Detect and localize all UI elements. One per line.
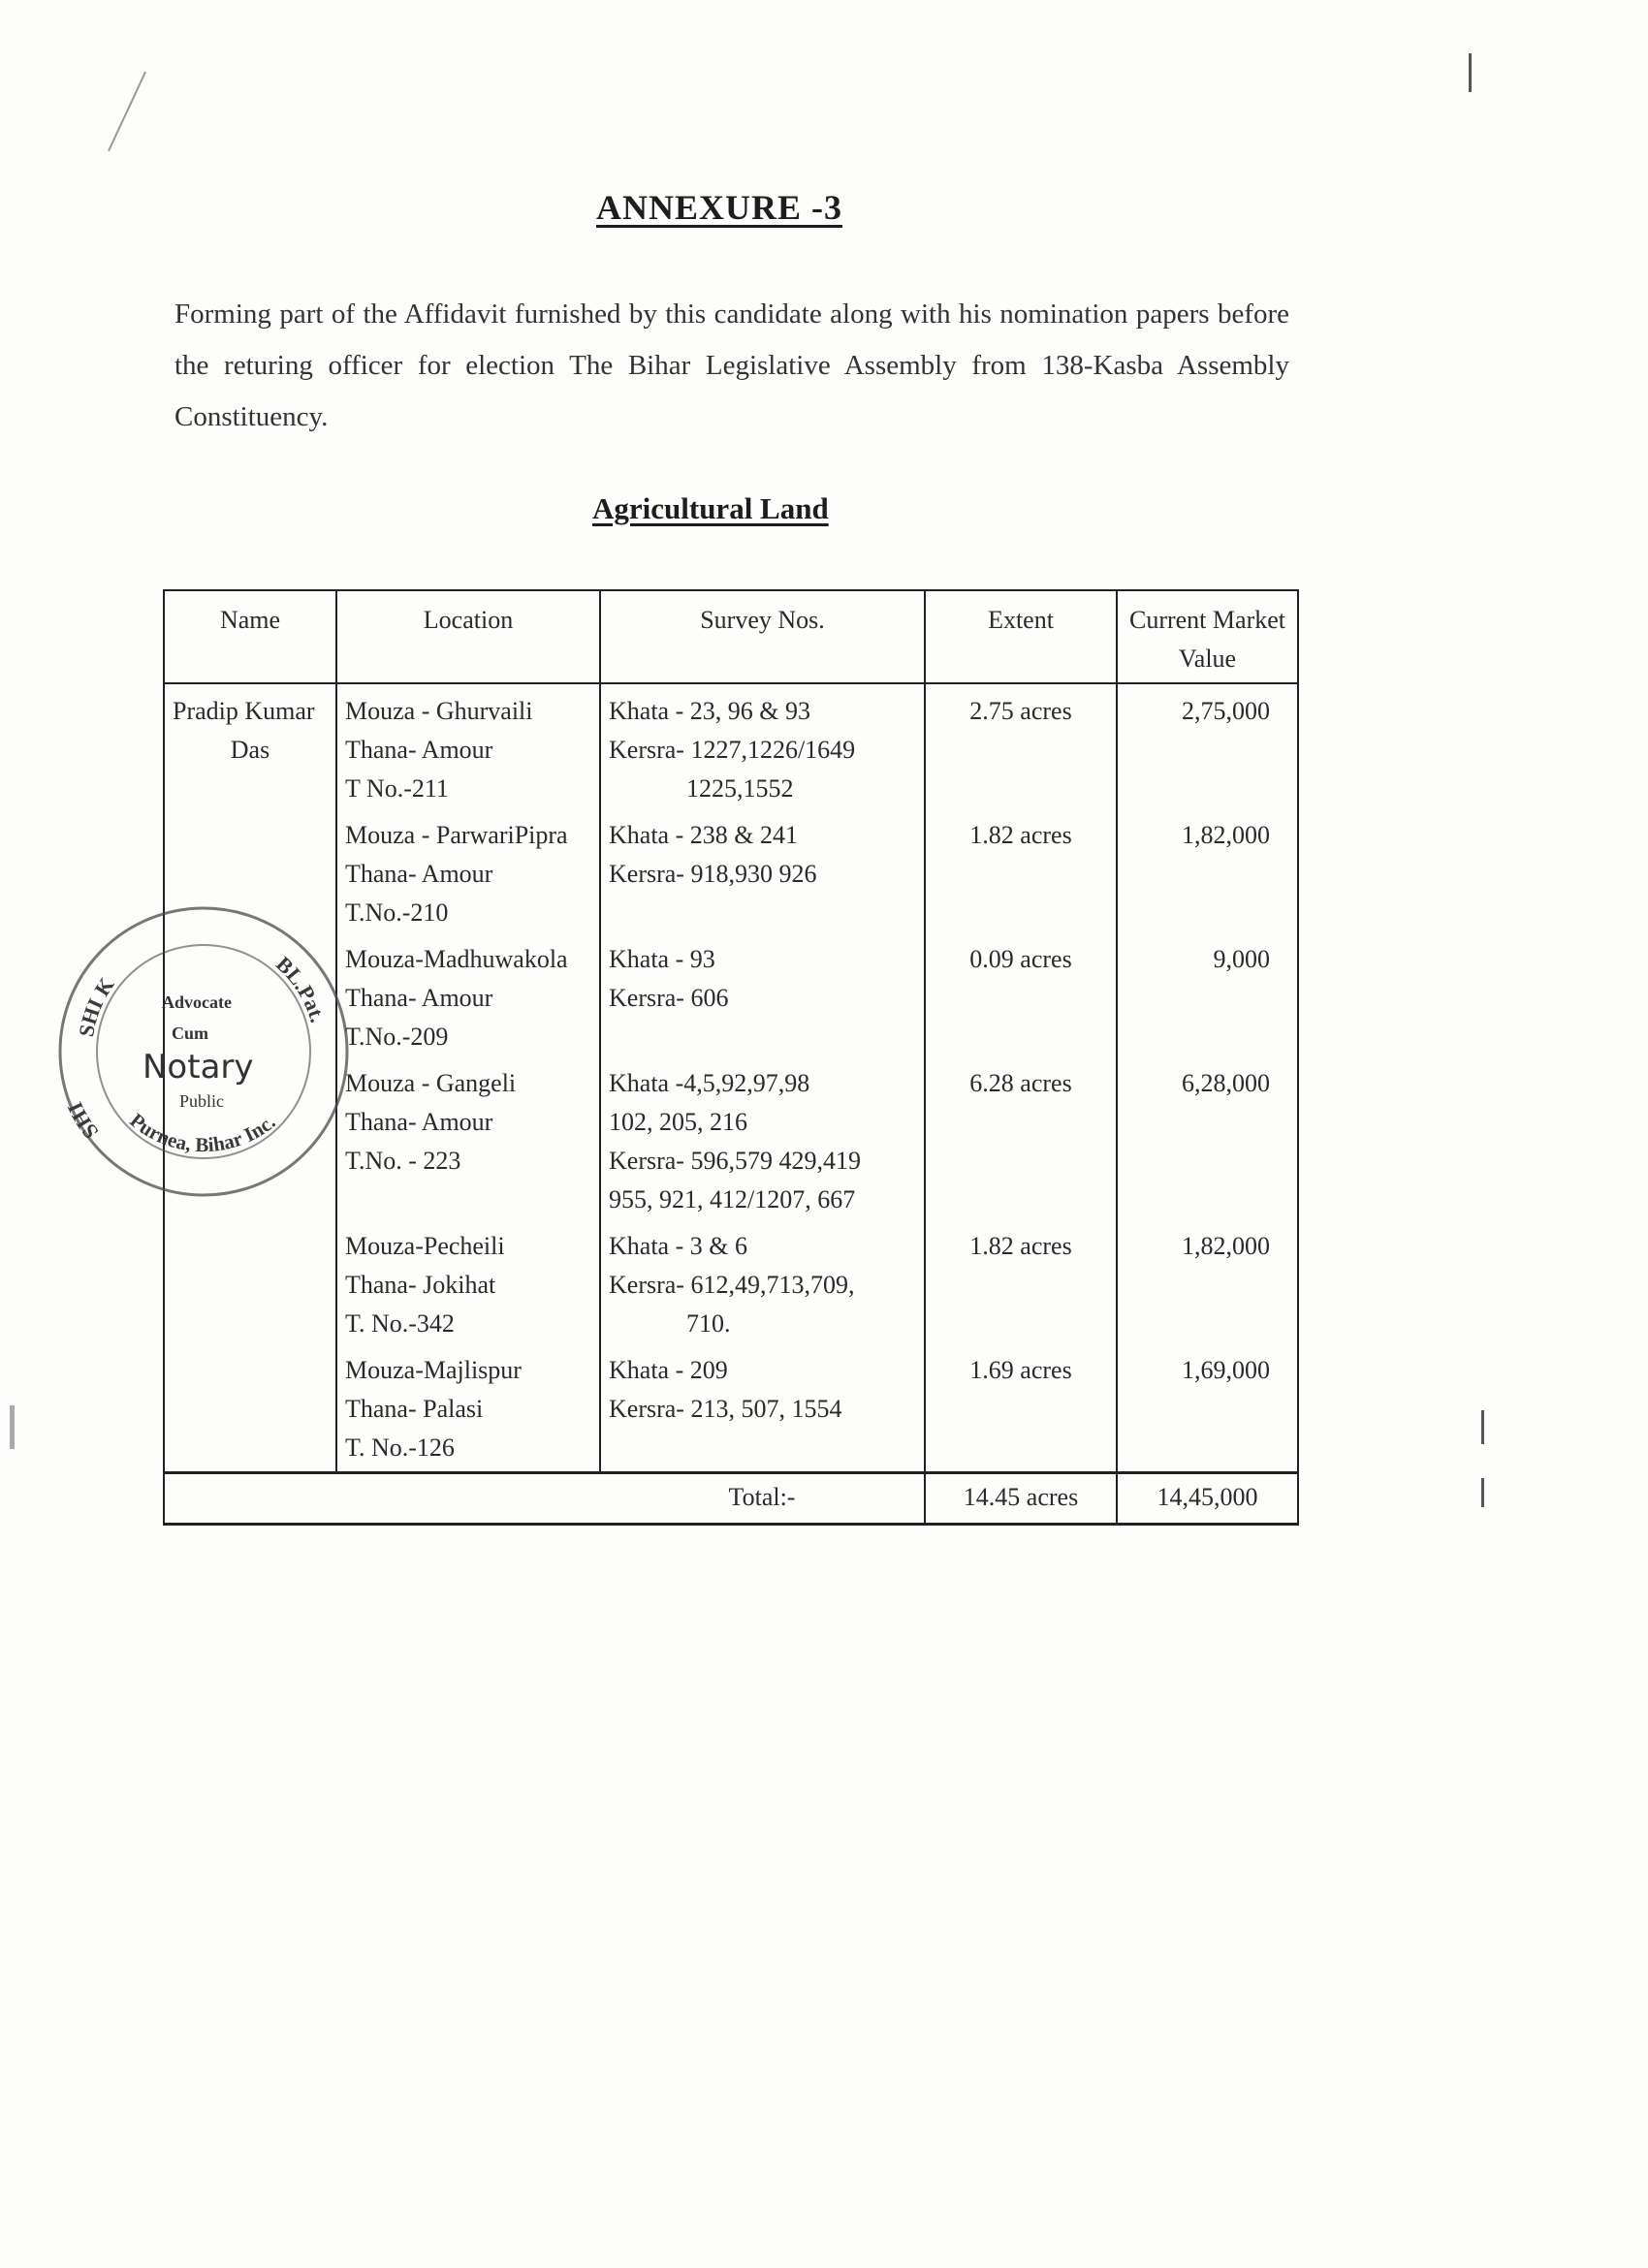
scan-mark (1481, 1410, 1484, 1444)
stamp-ring-bottom: Purnea, Bihar Inc. (125, 1108, 280, 1157)
survey-line: Khata - 23, 96 & 93 (609, 697, 810, 725)
cell-location (336, 683, 600, 812)
survey-line: Kersra- 612,49,713,709, (609, 1271, 855, 1299)
owner-line: Pradip Kumar (173, 697, 315, 725)
notary-stamp (53, 901, 354, 1202)
total-label: Total:- (600, 1473, 925, 1525)
location-line: T.No.-210 (345, 898, 449, 927)
cell-value: 2,75,000 (1117, 683, 1298, 812)
section-title: Agricultural Land (592, 491, 829, 525)
location-line: Thana- Amour (345, 1108, 493, 1136)
table-row (164, 1347, 1298, 1473)
cell-value: 1,82,000 (1117, 1223, 1298, 1347)
survey-line: 102, 205, 216 (609, 1108, 747, 1136)
cell-value: 9,000 (1117, 936, 1298, 1060)
stamp-ring-right: BL.Pat. (271, 951, 331, 1025)
survey-line: Kersra- 596,579 429,419 (609, 1147, 861, 1175)
cell-survey (600, 1060, 925, 1223)
header-location: Location (336, 590, 600, 683)
cell-location (336, 812, 600, 936)
cell-location (336, 1060, 600, 1223)
cell-extent: 1.82 acres (925, 1223, 1117, 1347)
location-line: T. No.-342 (345, 1309, 455, 1338)
cell-name (164, 1347, 336, 1473)
cell-extent: 0.09 acres (925, 936, 1117, 1060)
scan-mark (1469, 53, 1472, 92)
scan-mark (10, 1405, 15, 1449)
location-line: T.No.-209 (345, 1023, 449, 1051)
survey-line: Khata - 3 & 6 (609, 1232, 747, 1260)
location-line: Mouza-Madhuwakola (345, 945, 568, 973)
svg-text:Purnea, Bihar Inc. (125, 1109, 279, 1157)
annexure-heading: ANNEXURE -3 (596, 188, 842, 227)
location-line: Thana- Amour (345, 736, 493, 764)
cell-survey (600, 1223, 925, 1347)
survey-line: 955, 921, 412/1207, 667 (609, 1185, 856, 1213)
cell-survey (600, 1347, 925, 1473)
cell-survey (600, 812, 925, 936)
header-survey: Survey Nos. (600, 590, 925, 683)
total-value: 14,45,000 (1117, 1473, 1298, 1525)
table-header-row (164, 590, 1298, 683)
cell-value: 1,82,000 (1117, 812, 1298, 936)
cell-extent: 1.82 acres (925, 812, 1117, 936)
header-extent: Extent (925, 590, 1117, 683)
cell-value: 6,28,000 (1117, 1060, 1298, 1223)
cell-location (336, 1347, 600, 1473)
location-line: Mouza - ParwariPipra (345, 821, 568, 849)
cell-extent: 6.28 acres (925, 1060, 1117, 1223)
cell-value: 1,69,000 (1117, 1347, 1298, 1473)
location-line: Mouza - Gangeli (345, 1069, 517, 1097)
scan-mark (108, 72, 146, 151)
stamp-line-1: Advocate (162, 992, 232, 1012)
cell-name (164, 683, 336, 812)
location-line: Mouza-Pecheili (345, 1232, 505, 1260)
survey-line: 710. (686, 1309, 731, 1338)
survey-line: Kersra- 606 (609, 984, 729, 1012)
table-row (164, 1223, 1298, 1347)
location-line: Mouza-Majlispur (345, 1356, 522, 1384)
cell-survey (600, 683, 925, 812)
survey-line: Khata -4,5,92,97,98 (609, 1069, 810, 1097)
header-value: Current Market Value (1117, 590, 1298, 683)
survey-line: 1225,1552 (686, 774, 794, 803)
location-line: Thana- Amour (345, 984, 493, 1012)
table-row (164, 683, 1298, 812)
location-line: T. No.-126 (345, 1433, 455, 1462)
stamp-ring-left: SHI (62, 1098, 104, 1144)
location-line: Thana- Palasi (345, 1395, 484, 1423)
svg-text:SHI K (74, 973, 118, 1038)
cell-extent: 2.75 acres (925, 683, 1117, 812)
survey-line: Kersra- 1227,1226/1649 (609, 736, 856, 764)
cell-location (336, 936, 600, 1060)
survey-line: Kersra- 213, 507, 1554 (609, 1395, 842, 1423)
svg-text:SHI (62, 1098, 103, 1144)
location-line: Thana- Jokihat (345, 1271, 496, 1299)
location-line: Thana- Amour (345, 860, 493, 888)
survey-line: Khata - 93 (609, 945, 715, 973)
location-line: T.No. - 223 (345, 1147, 461, 1175)
cell-location (336, 1223, 600, 1347)
stamp-line-3: Notary (143, 1048, 254, 1087)
intro-paragraph: Forming part of the Affidavit furnished by this candidate along with his nomination papers before the returing officer for election The Bihar Legislative Assembly from 138-Kasba Assembly Constituency. (174, 299, 1289, 432)
survey-line: Khata - 238 & 241 (609, 821, 798, 849)
owner-line: Das (230, 736, 270, 764)
total-extent: 14.45 acres (925, 1473, 1117, 1525)
location-line: Mouza - Ghurvaili (345, 697, 533, 725)
scan-mark (1481, 1478, 1484, 1507)
cell-name (164, 1223, 336, 1347)
survey-line: Khata - 209 (609, 1356, 728, 1384)
location-line: T No.-211 (345, 774, 449, 803)
total-row (164, 1473, 1298, 1525)
stamp-ring-top: SHI K (74, 973, 119, 1039)
cell-extent: 1.69 acres (925, 1347, 1117, 1473)
svg-text:BL.Pat. (271, 952, 331, 1025)
stamp-line-4: Public (179, 1091, 225, 1111)
cell-survey (600, 936, 925, 1060)
survey-line: Kersra- 918,930 926 (609, 860, 817, 888)
total-blank (164, 1473, 600, 1525)
stamp-line-2: Cum (172, 1024, 209, 1043)
header-name: Name (164, 590, 336, 683)
